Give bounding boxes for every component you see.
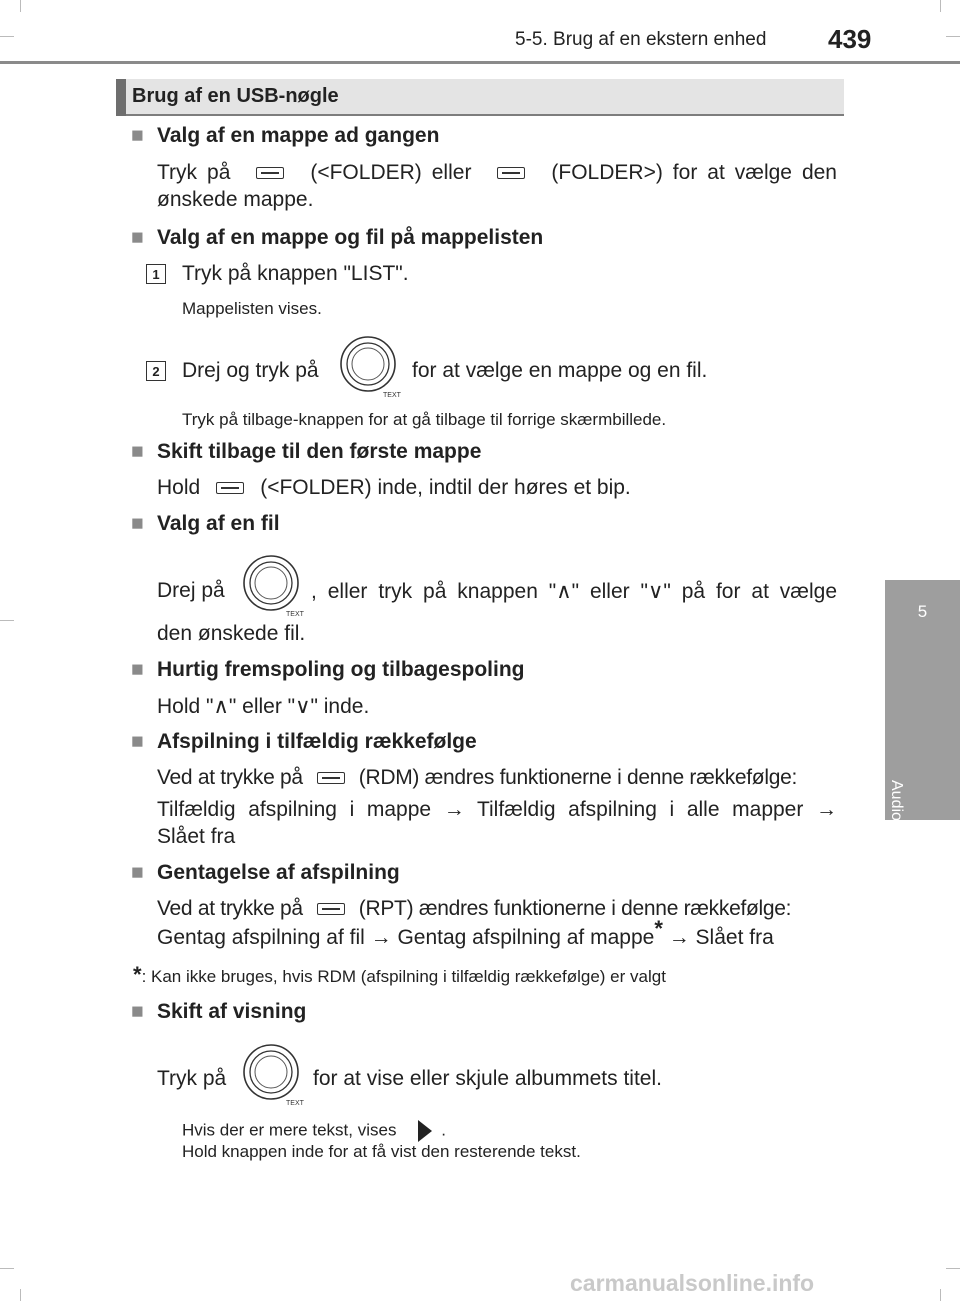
bullet: ■: [131, 440, 144, 463]
text: Hold: [157, 476, 201, 499]
footnote-marker: *: [133, 962, 142, 987]
knob-label: TEXT: [286, 611, 304, 618]
bullet: ■: [131, 226, 144, 249]
tune-knob-icon: [242, 554, 308, 618]
paragraph: [157, 916, 774, 950]
step-number: 1: [146, 264, 166, 284]
tune-knob-icon: [242, 1043, 308, 1107]
step-text: for at vælge en mappe og en fil.: [412, 359, 708, 382]
bullet: ■: [131, 1000, 144, 1023]
crop-mark: [946, 36, 960, 37]
note: [182, 1118, 446, 1144]
heading-random-play: Afspilning i tilfældig rækkefølge: [157, 730, 477, 753]
crop-mark: [0, 36, 14, 37]
text: for at vise eller skjule albummets titel.: [313, 1067, 662, 1090]
button-icon: [497, 167, 525, 179]
footnote: [133, 962, 666, 988]
text: (FOLDER>) for at vælge den: [551, 161, 837, 184]
text: Ved at trykke på: [157, 766, 303, 789]
section-box-title: Brug af en USB-nøgle: [132, 85, 339, 107]
section-header: 5-5. Brug af en ekstern enhed: [515, 29, 767, 50]
text: Gentag afspilning af fil → Gentag afspilning af mappe: [157, 926, 655, 949]
button-icon: [317, 772, 345, 784]
text: den ønskede fil.: [157, 622, 306, 645]
chapter-tab-divider: [885, 577, 960, 580]
text: Hold "∧" eller "∨" inde.: [157, 695, 370, 718]
step-note: Tryk på tilbage-knappen for at gå tilbage til forrige skærmbillede.: [182, 410, 667, 429]
step-number: 2: [146, 361, 166, 381]
note: Hold knappen inde for at få vist den resterende tekst.: [182, 1142, 581, 1161]
button-icon: [256, 167, 284, 179]
more-text-arrow-icon: [415, 1118, 435, 1144]
crop-mark: [20, 1289, 21, 1301]
text: , eller tryk på knappen "∧" eller "∨" på for at vælge: [311, 580, 837, 603]
paragraph: [157, 158, 837, 187]
text: (RDM) ændres funktionerne i denne rækkefølge:: [358, 766, 797, 789]
button-icon: [216, 482, 244, 494]
knob-label: TEXT: [383, 392, 401, 399]
heading-first-folder: Skift tilbage til den første mappe: [157, 440, 482, 463]
text: Ved at trykke på: [157, 897, 303, 920]
footnote-text: : Kan ikke bruges, hvis RDM (afspilning i tilfældig rækkefølge) er valgt: [141, 967, 666, 986]
section-box-bar: [116, 79, 126, 116]
bullet: ■: [131, 512, 144, 535]
bullet: ■: [131, 658, 144, 681]
heading-select-file: Valg af en fil: [157, 512, 280, 535]
step-text: Drej og tryk på: [182, 359, 319, 382]
knob-label: TEXT: [286, 1100, 304, 1107]
text: Tryk på: [157, 161, 231, 184]
crop-mark: [0, 1268, 14, 1269]
text: .: [441, 1120, 446, 1140]
watermark: carmanualsonline.info: [570, 1270, 815, 1296]
button-icon: [317, 903, 345, 915]
crop-mark: [20, 0, 21, 12]
crop-mark: [940, 0, 941, 12]
heading-display: Skift af visning: [157, 1000, 307, 1023]
text: Tryk på: [157, 1067, 227, 1090]
text: (RPT) ændres funktionerne i denne rækkefølge:: [358, 897, 792, 920]
step-text: Tryk på knappen "LIST".: [182, 262, 409, 285]
text: Hvis der er mere tekst, vises: [182, 1120, 397, 1140]
paragraph: [157, 766, 797, 790]
text: ønskede mappe.: [157, 188, 314, 211]
text: → Slået fra: [668, 926, 774, 949]
text: Tilfældig afspilning i mappe → Tilfældig afspilning i alle mapper →: [157, 798, 837, 821]
chapter-title: Audiosystem: [888, 780, 905, 872]
heading-folder-list: Valg af en mappe og fil på mappelisten: [157, 226, 544, 249]
paragraph: [157, 476, 631, 500]
chapter-number: 5: [917, 602, 928, 621]
crop-mark: [940, 1289, 941, 1301]
page-number: 439: [828, 24, 872, 54]
text: (<FOLDER) inde, indtil der høres et bip.: [260, 476, 631, 499]
heading-folder-select: Valg af en mappe ad gangen: [157, 124, 440, 147]
crop-mark: [0, 620, 14, 621]
text: Drej på: [157, 579, 225, 602]
footnote-marker: *: [654, 916, 663, 941]
bullet: ■: [131, 861, 144, 884]
header-rule: [0, 61, 960, 64]
tune-knob-icon: [339, 335, 403, 399]
crop-mark: [946, 1268, 960, 1269]
bullet: ■: [131, 124, 144, 147]
paragraph: [157, 897, 791, 921]
text: Slået fra: [157, 825, 236, 848]
bullet: ■: [131, 730, 144, 753]
text: (<FOLDER) eller: [310, 161, 472, 184]
step-note: Mappelisten vises.: [182, 299, 322, 318]
heading-fast-forward: Hurtig fremspoling og tilbagespoling: [157, 658, 525, 681]
heading-repeat: Gentagelse af afspilning: [157, 861, 400, 884]
